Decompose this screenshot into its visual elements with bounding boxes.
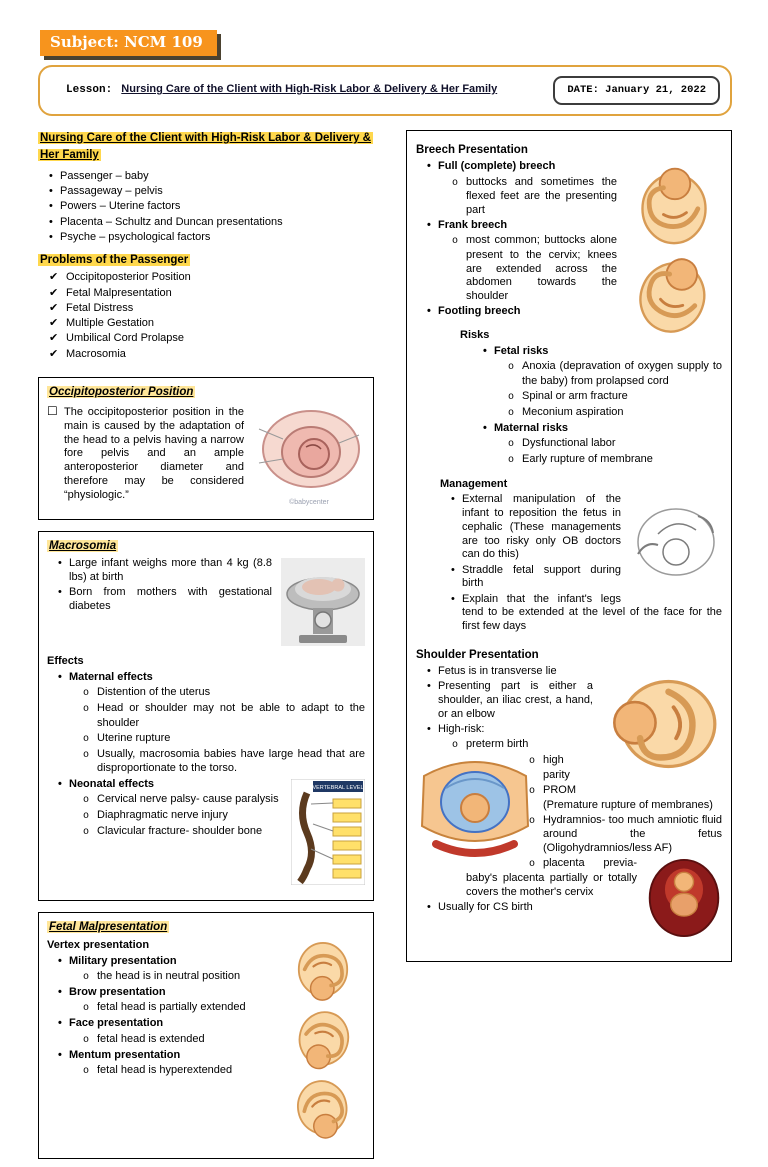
list-item: o Spinal or arm fracture (472, 390, 722, 405)
fetus-image (281, 1078, 365, 1144)
date-box (553, 76, 720, 105)
occipitoposterior-section (38, 377, 374, 519)
list-item: • Passageway – pelvis (38, 185, 374, 199)
macrosomia-title: Macrosomia (49, 539, 117, 552)
list-item: o Head or shoulder may not be able to adapt to the shoulder (47, 702, 365, 730)
fetal-malpresentation-section (38, 912, 374, 1159)
list-item: o Hydramnios- too much amniotic fluid around the fetus (Oligohydramnios/less AF) (416, 814, 722, 856)
management-item: • External manipulation of the infant to reposition the fetus in cephalic (These managements are too risky only OB doctors can do this) (440, 493, 722, 562)
list-item: • Born from mothers with gestational diabetes (47, 586, 365, 614)
list-item: o Early rupture of membrane (472, 453, 722, 468)
right-column (406, 130, 732, 962)
list-item: o Meconium aspiration (472, 406, 722, 421)
checklist-item: ✔ Fetal Malpresentation (38, 287, 374, 301)
lesson-title: Nursing Care of the Client with High-Risk Labor & Delivery & Her Family (121, 82, 498, 95)
checklist-item: ✔ Fetal Distress (38, 302, 374, 316)
maternal-effects-heading: • Maternal effects (47, 671, 365, 685)
vertex-heading: Vertex presentation (47, 939, 150, 951)
list-item: • Psyche – psychological factors (38, 231, 374, 245)
presentation-desc: o fetal head is partially extended (47, 1001, 365, 1016)
macrosomia-section (38, 531, 374, 902)
fetal-risks-heading: • Fetal risks (472, 345, 722, 359)
list-item: • Placenta – Schultz and Duncan presentations (38, 216, 374, 230)
baby-on-scale-image (281, 558, 365, 651)
image-caption: ©babycenter (289, 498, 329, 506)
transverse-fetus-image (602, 666, 722, 782)
date-text: DATE: January 21, 2022 (567, 83, 706, 96)
problems-heading (38, 253, 374, 268)
list-item: o Anoxia (depravation of oxygen supply to the baby) from prolapsed cord (472, 360, 722, 388)
occipitoposterior-illustration (253, 405, 365, 508)
breech-type-name: • Frank breech (416, 219, 722, 233)
left-column (38, 130, 374, 1159)
list-item: o high parity (416, 754, 722, 782)
problems-list (38, 271, 374, 361)
baby-scale-photo (281, 558, 365, 646)
passenger-factor-list (38, 170, 374, 245)
subject-text: Subject: NCM 109 (50, 33, 203, 51)
breech-fetus-image (626, 161, 722, 247)
breech-heading: Breech Presentation (416, 143, 528, 156)
vertebral-level-diagram (291, 779, 365, 890)
breech-in-pelvis-illustration (646, 858, 722, 943)
list-item: o Clavicular fracture- shoulder bone (47, 825, 365, 840)
breech-type-desc: o buttocks and sometimes the flexed feet are the presenting part (416, 176, 722, 218)
list-item: o Cervical nerve palsy- cause paralysis (47, 793, 365, 808)
external-manipulation-sketch (630, 494, 722, 586)
list-item: o Usually, macrosomia babies have large head that are disproportionate to the torso. (47, 748, 365, 776)
presentation-desc: o fetal head is extended (47, 1033, 365, 1048)
section-title (47, 920, 365, 935)
presentation-name: • Military presentation (47, 955, 365, 969)
content-columns (38, 130, 732, 1159)
lesson-bar (38, 65, 732, 116)
list-item: o Uterine rupture (47, 732, 365, 747)
management-item: • Explain that the infant's legs tend to be extended at the level of the face for the first few days (440, 593, 722, 634)
list-item: o Distention of the uterus (47, 686, 365, 701)
vertex-presentation-illustrations (281, 940, 365, 1147)
list-item: o Dysfunctional labor (472, 437, 722, 452)
checklist-item: ✔ Multiple Gestation (38, 317, 374, 331)
list-item: o placenta previa- baby's placenta partially or totally covers the mother's cervix (416, 857, 722, 899)
main-heading-text: Nursing Care of the Client with High-Risk Labor & Delivery & Her Family (40, 131, 371, 161)
shoulder-presentation-illustration (602, 666, 722, 787)
management-heading: Management (440, 477, 508, 490)
breech-presentation-illustrations (626, 161, 722, 339)
section-title (47, 539, 365, 554)
list-item: • Presenting part is either a shoulder, an iliac crest, a hand, or an elbow (416, 680, 722, 721)
spine-diagram-label: VERTEBRAL LEVEL (312, 784, 364, 791)
list-item: • Usually for CS birth (416, 901, 722, 915)
fetal-malpresentation-title: Fetal Malpresentation (49, 921, 168, 934)
list-item: o Diaphragmatic nerve injury (47, 809, 365, 824)
effects-heading: Effects (47, 655, 84, 667)
shoulder-heading: Shoulder Presentation (416, 648, 539, 661)
list-item: o PROM (Premature rupture of membranes) (416, 784, 722, 812)
breech-fetus-image (626, 250, 722, 336)
lesson-line (50, 83, 543, 98)
subject-banner (40, 30, 217, 56)
occipitoposterior-title: Occipitoposterior Position (49, 386, 194, 399)
list-item: • Large infant weighs more than 4 kg (8.8 lbs) at birth (47, 557, 365, 585)
risks-heading: Risks (460, 329, 490, 341)
fetus-image (281, 1009, 365, 1075)
checklist-item: ✔ Macrosomia (38, 348, 374, 362)
breech-type-name: • Footling breech (416, 305, 722, 319)
presentation-name: • Mentum presentation (47, 1049, 365, 1063)
checklist-item: ✔ Umbilical Cord Prolapse (38, 332, 374, 346)
pelvis-diagram-image (253, 405, 365, 493)
breech-type-name: • Full (complete) breech (416, 160, 722, 174)
breech-type-desc: o most common; buttocks alone present to the cervix; knees are extended across the abdomen towards the shoulder (416, 234, 722, 304)
problems-heading-text: Problems of the Passenger (40, 253, 189, 266)
maternal-risks-heading: • Maternal risks (472, 422, 722, 436)
list-item: • Fetus is in transverse lie (416, 665, 722, 679)
checklist-item: ✔ Occipitoposterior Position (38, 271, 374, 285)
neonatal-effects-heading: • Neonatal effects (47, 778, 365, 792)
spine-diagram-image (291, 779, 365, 885)
main-heading (38, 130, 374, 164)
section-title (47, 385, 365, 400)
occipitoposterior-paragraph: ☐ The occipitoposterior position in the main is caused by the adaptation of the head to a pelvis having a narrow fore pelvis and an ample anteroposterior diameter and therefore may be considered “physiologic.” (47, 404, 365, 502)
pelvis-cross-section-illustration (416, 756, 534, 867)
list-item: • Passenger – baby (38, 170, 374, 184)
list-item: o preterm birth (416, 738, 722, 753)
external-version-illustration (630, 494, 722, 591)
pelvis-cross-section-image (416, 756, 534, 862)
presentation-desc: o fetal head is hyperextended (47, 1064, 365, 1079)
presentation-name: • Face presentation (47, 1017, 365, 1031)
presentation-desc: o the head is in neutral position (47, 970, 365, 985)
list-item: • Powers – Uterine factors (38, 200, 374, 214)
breech-pelvis-image (646, 858, 722, 938)
presentation-name: • Brow presentation (47, 986, 365, 1000)
list-item: • High-risk: (416, 723, 722, 737)
management-item: • Straddle fetal support during birth (440, 564, 722, 592)
fetus-image (281, 940, 365, 1006)
lesson-label: Lesson: (66, 83, 113, 96)
